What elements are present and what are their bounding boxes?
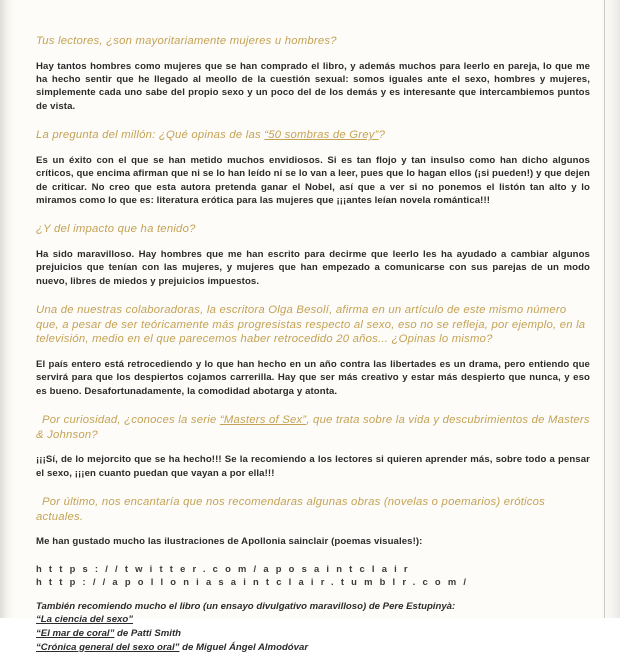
question-2-lead: La pregunta del millón: ¿Qué opinas de las	[36, 129, 265, 142]
url-twitter[interactable]: https://twitter.com/aposaintclair	[36, 562, 415, 574]
series-title-masters-of-sex: “Masters of Sex”	[219, 414, 307, 427]
recommendation-item	[36, 613, 590, 627]
interview-question-4: Una de nuestras colaboradoras, la escritora Olga Besolí, afirma en un artículo de este mismo número que, a pesar de ser teóricamente más progresistas respecto al sexo, eso no se refleja, por ejemplo, en la televisión, medio en el que parecemos haber retrocedido 20 años... ¿Opinas lo mismo?	[36, 304, 586, 346]
url-list	[36, 562, 590, 588]
interview-answer-1: Hay tantos hombres como mujeres que se han comprado el libro, y además muchos para leerlo en pareja, lo que me ha hecho sentir que he llegado al meollo de la cuestión sexual: somos iguales ante el sexo, hombres y mujeres, simplemente cada uno sabe del propio sexo y un poco del de los demás y es interesante que intercambiemos puntos de vista.	[36, 60, 590, 112]
interview-answer-6: Me han gustado mucho las ilustraciones de Apollonia sainclair (poemas visuales!):	[36, 536, 423, 548]
book-title-cronica-general-del-sexo-oral: “Crónica general del sexo oral”	[36, 641, 180, 653]
question-5-tail: , que trata sobre la vida y descubrimientos de Masters & Johnson?	[36, 414, 590, 441]
url-tumblr[interactable]: http://apolloniasaintclair.tumblr.com/	[36, 575, 474, 587]
book-title-50-sombras: “50 sombras de Grey”	[264, 129, 379, 142]
question-5-lead: Por curiosidad, ¿conoces la serie	[42, 414, 220, 427]
interview-answer-4: El país entero está retrocediendo y lo que han hecho en un año contra las libertades es un drama, pero entiendo que servirá para que los despiertos cojamos carrerilla. Hay que ser más creativo y estar más despierto que nunca, y eso es bueno. Desafortunadamente, la comodidad abotarga y atonta.	[36, 359, 590, 397]
interview-answer-5: ¡¡¡Sí, de lo mejorcito que se ha hecho!!! Se la recomiendo a los lectores si quieren aprender más, sobre todo a pensar el sexo, ¡¡¡en cuanto puedan que vayan a por ella!!!	[36, 454, 590, 479]
interview-question-3: ¿Y del impacto que ha tenido?	[36, 223, 196, 236]
book-author-1: de Patti Smith	[114, 628, 182, 640]
interview-question-2	[36, 128, 590, 143]
interview-question-6: Por último, nos encantaría que nos recomendaras algunas obras (novelas o poemarios) eróticos actuales.	[36, 496, 546, 523]
recommendation-intro: También recomiendo mucho el libro (un ensayo divulgativo maravilloso) de Pere Estupinyà:	[36, 600, 456, 612]
interview-question-5	[36, 413, 590, 442]
interview-question-1: Tus lectores, ¿son mayoritariamente mujeres u hombres?	[36, 35, 337, 47]
recommendation-item	[36, 627, 590, 641]
question-2-tail: ?	[378, 129, 386, 142]
book-title-la-ciencia-del-sexo: “La ciencia del sexo”	[36, 614, 134, 626]
interview-answer-2: Es un éxito con el que se han metido muchos envidiosos. Si es tan flojo y tan insulso como han dicho algunos críticos, que encima afirman que ni se lo han leído ni se lo van a leer, pues que lo hagan ellos (¡si pueden!) y que dejen de criticar. No creo que esta autora pretenda ganar el Nobel, así que a ver si no ponemos el listón tan alto y lo miramos como lo que es: literatura erótica para las mujeres que ¡¡¡antes leían novela romántica!!!	[36, 154, 590, 207]
interview-answer-3: Ha sido maravilloso. Hay hombres que me han escrito para decirme que leerlo les ha ayudado a cambiar algunos prejuicios que tenían con las mujeres, y mujeres que han empezado a comunicarse con sus parejas de un modo nuevo, libres de miedos y prejuicios impuestos.	[36, 249, 590, 287]
book-author-2: de Miguel Ángel Almodóvar	[179, 641, 309, 653]
book-title-el-mar-de-coral: “El mar de coral”	[36, 628, 115, 640]
recommendation-item	[36, 641, 590, 654]
